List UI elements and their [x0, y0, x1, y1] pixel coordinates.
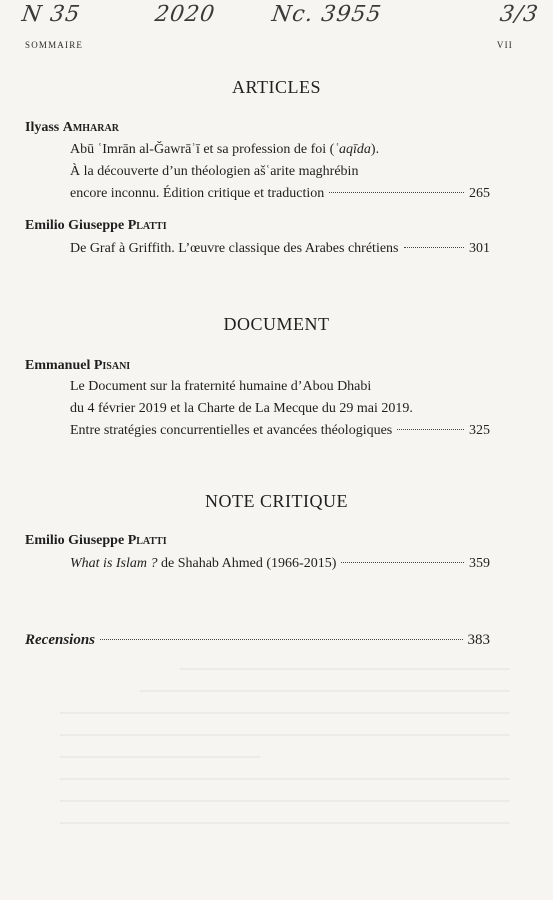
entry-platti-1: [70, 238, 490, 260]
leader-dots: [329, 192, 464, 193]
running-head-left: SOMMAIRE: [25, 40, 84, 50]
entry-pisani: [70, 376, 490, 442]
show-through-line: [140, 690, 510, 692]
author-pisani: Emmanuel Pisani: [25, 358, 131, 373]
entry-line: Abū ʿImrān al-Ǧawrāʾī et sa profession de foi (ʿaqīda).: [70, 142, 380, 157]
entry-amharar: [70, 139, 490, 205]
leader-dots: [397, 429, 464, 430]
running-head-right: VII: [496, 40, 513, 50]
entry-line: du 4 février 2019 et la Charte de La Mecque du 29 mai 2019.: [70, 401, 413, 416]
handwritten-year: 2020: [153, 2, 217, 27]
section-title-document: DOCUMENT: [223, 314, 330, 334]
author-platti-1: Emilio Giuseppe Platti: [25, 218, 167, 233]
author-platti-2: Emilio Giuseppe Platti: [25, 533, 167, 548]
leader-dots: [404, 247, 464, 248]
entry-line: À la découverte d’un théologien ašʿarite maghrébin: [70, 164, 359, 179]
entry-line-with-page: What is Islam ? de Shahab Ahmed (1966-2015) 359: [70, 553, 490, 575]
author-amharar: Ilyass Amharar: [25, 120, 119, 135]
show-through-line: [180, 668, 510, 670]
handwritten-number: N 35: [20, 2, 83, 27]
page-number: 325: [469, 423, 490, 438]
recensions-entry: [25, 632, 490, 649]
entry-line-with-page: Entre stratégies concurrentielles et avancées théologiques 325: [70, 420, 490, 442]
handwritten-fraction: 3/3: [498, 2, 541, 27]
show-through-line: [60, 756, 260, 758]
show-through-line: [60, 712, 510, 714]
entry-line-with-page: De Graf à Griffith. L’œuvre classique des Arabes chrétiens 301: [70, 238, 490, 260]
leader-dots: [100, 639, 462, 640]
page-number: 265: [469, 186, 490, 201]
page-number: 359: [469, 556, 490, 571]
handwritten-reference: Nc. 3955: [270, 2, 384, 27]
leader-dots: [341, 562, 464, 563]
section-title-articles: ARTICLES: [232, 77, 321, 97]
entry-platti-2: [70, 553, 490, 575]
show-through-line: [60, 822, 510, 824]
entry-line: Le Document sur la fraternité humaine d’Abou Dhabi: [70, 379, 372, 394]
show-through-line: [60, 778, 510, 780]
show-through-line: [60, 734, 510, 736]
show-through-line: [60, 800, 510, 802]
section-title-note-critique: NOTE CRITIQUE: [205, 491, 348, 511]
recensions-label: Recensions: [25, 632, 96, 648]
entry-line-with-page: encore inconnu. Édition critique et traduction 265: [70, 183, 490, 205]
page-number: 301: [469, 241, 490, 256]
page-number: 383: [467, 632, 490, 648]
